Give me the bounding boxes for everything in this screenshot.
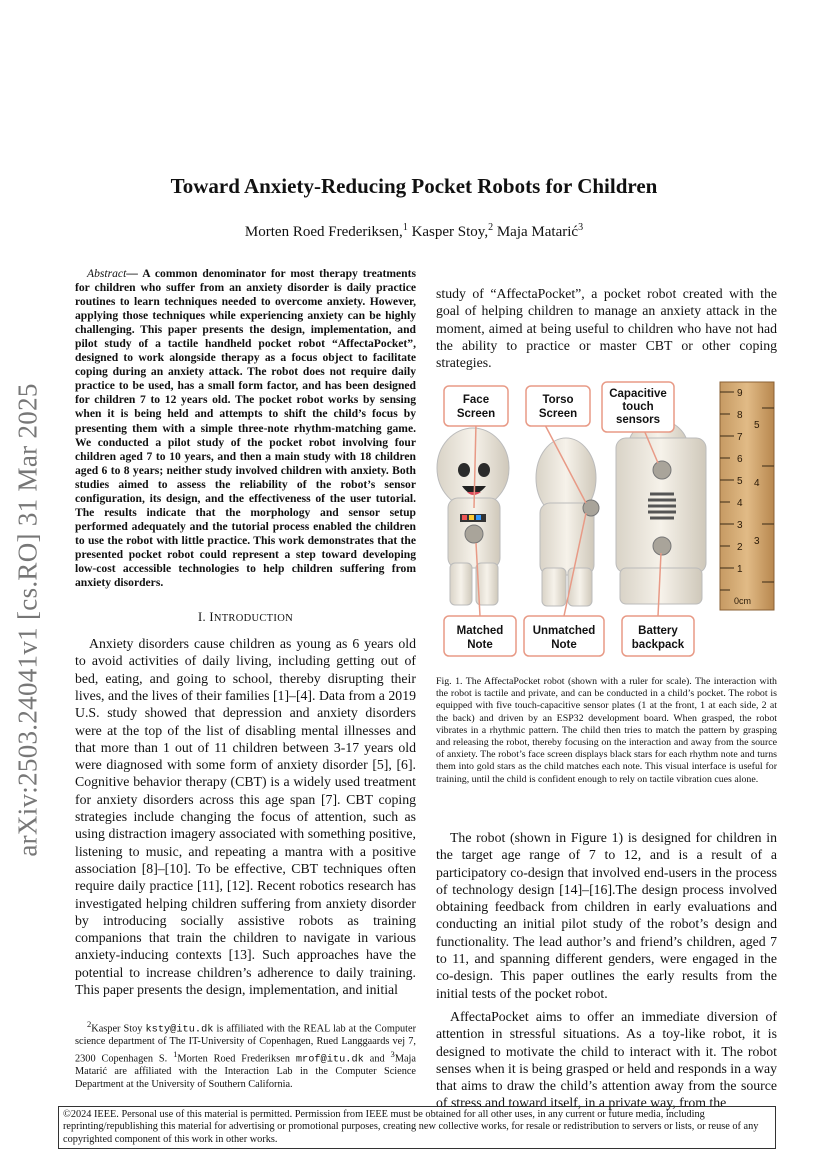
author-footnote: $^2$Kasper Stoy ksty@itu.dk is affiliated with the REAL lab at the Computer science department of The IT-University of Copenhagen, Rued Langgaards vej 7, 2300 Copenhagen S. $^1$Morten Roed Frederiksen mrof@itu.dk and $^3$Maja Matarić are affiliated with the Interaction Lab in the Computer Science Department at the University of Southern California. bbox=[75, 1019, 416, 1090]
figure-caption: Fig. 1. The AffectaPocket robot (shown with a ruler for scale). The interaction with the robot is tactile and private, and can be conducted in a child’s pocket. The robot is equipped with five touch-capacitive sensor plates (1 at the front, 1 at each side, 2 at the back) and driven by an ESP32 development board. When grasped, the robot vibrates in a rhythmic pattern. The child then tries to match the pattern by grasping and releasing the robot, thereby focusing on the interaction and away from the source of anxiety. The robot’s face screen displays black stars for each rhythm note and turns them into gold stars as the child matches each note. This visual interface is useful for training, until the child is confident enough to rely on tactile vibration cues alone. bbox=[436, 676, 777, 785]
label-unmatched-2: Note bbox=[551, 639, 577, 651]
ruler-cm-8: 8 bbox=[737, 410, 743, 421]
section-heading-introduction: I. INTRODUCTION bbox=[198, 610, 293, 625]
ruler-in-3: 3 bbox=[754, 536, 760, 547]
ruler-cm-0: 0cm bbox=[734, 596, 752, 606]
right-column-body bbox=[436, 829, 777, 1112]
label-matched-2: Note bbox=[467, 639, 493, 651]
right-paragraph-1: The robot (shown in Figure 1) is designed for children in the target age range of 7 to 12, and is a result of a participatory co-design that involved end-users in the process of technology design [14]–[16].The design process involved obtaining feedback from children in early evaluations and conducting an initial pilot study of the robot’s design and functionality. The lead author’s and friend’s children, aged 7 to 11, and spanning different genders, were engaged in the co-design. This paper outlines the early results from the initial tests of the pocket robot. bbox=[436, 830, 777, 1001]
ruler bbox=[720, 382, 774, 610]
robot-back bbox=[616, 420, 706, 604]
author-2: Kasper Stoy,$^2$ bbox=[411, 222, 494, 240]
right-paragraph-2: AffectaPocket aims to offer an immediate diversion of attention in stressful situations. As a toy-like robot, it is designed to motivate the child to interact with it. The robot senses when it is being grasped or held and responds in a way that aims to draw the child’s attention away from the source of stress and toward itself, in a private way, from the bbox=[436, 1008, 778, 1111]
ruler-cm-3: 3 bbox=[737, 520, 743, 531]
label-torso-2: Screen bbox=[538, 408, 578, 420]
copyright-notice: ©2024 IEEE. Personal use of this material is permitted. Permission from IEEE must be obtained for all other uses, in any current or future media, including reprinting/republishing this material for advertising or promotional purposes, creating new collective works, for resale or redistribution to servers or lists, or reuse of any copyrighted component of this work in other works. bbox=[58, 1106, 776, 1149]
robot-side bbox=[536, 438, 599, 606]
arxiv-id: arXiv:2503.24041v1 [cs.RO] 31 Mar 2025 bbox=[12, 383, 43, 857]
arxiv-watermark bbox=[8, 360, 48, 880]
abstract-label: Abstract bbox=[87, 267, 127, 280]
left-column bbox=[75, 267, 416, 998]
label-matched-1: Matched bbox=[456, 625, 504, 637]
ruler-cm-9: 9 bbox=[737, 388, 743, 399]
label-face-2: Screen bbox=[456, 408, 496, 420]
ruler-cm-4: 4 bbox=[737, 498, 743, 509]
ruler-cm-5: 5 bbox=[737, 476, 743, 487]
label-cap-3: sensors bbox=[615, 414, 661, 426]
robot-photo bbox=[436, 378, 777, 660]
ruler-in-4: 4 bbox=[754, 478, 760, 489]
label-battery-1: Battery bbox=[638, 625, 678, 637]
label-face-1: Face bbox=[462, 394, 490, 406]
email-morten: mrof@itu.dk bbox=[295, 1053, 364, 1066]
label-torso-1: Torso bbox=[542, 394, 574, 406]
label-cap-1: Capacitive bbox=[609, 388, 667, 400]
author-list bbox=[0, 222, 828, 241]
author-3: Maja Matarić$^3$ bbox=[496, 222, 584, 240]
label-cap-2: touch bbox=[622, 401, 654, 413]
figure-1 bbox=[436, 378, 777, 660]
ruler-cm-1: 1 bbox=[737, 564, 743, 575]
paper-title: Toward Anxiety-Reducing Pocket Robots for Children bbox=[170, 174, 658, 198]
ruler-in-5: 5 bbox=[754, 420, 760, 431]
ruler-cm-6: 6 bbox=[737, 454, 743, 465]
right-column-top bbox=[436, 285, 777, 371]
robot-front bbox=[437, 428, 509, 605]
ruler-cm-7: 7 bbox=[737, 432, 743, 443]
label-unmatched-1: Unmatched bbox=[532, 625, 596, 637]
author-1: Morten Roed Frederiksen,$^1$ bbox=[244, 222, 408, 240]
intro-paragraph: Anxiety disorders cause children as young as 6 years old to avoid activities of daily living, including getting out of bed, eating, and going to school, thereby disrupting their lives, and the lives of their families [1]–[4]. Data from a 2019 U.S. study showed that depression and anxiety disorders were at the top of the list of disabling mental illnesses and that more than 1 out of 11 children between 3-17 years old were diagnosed with some form of anxiety disorder [5], [6]. Cognitive behavior therapy (CBT) is a widely used treatment for anxiety disorders across this age span [7]. CBT coping strategies include changing the focus of attention, such as using distraction imagery associated with something positive, listening to music, and repeating a mantra with a positive association [8]–[10]. To be effective, CBT techniques often require daily practice [11], [12]. Recent robotics research has investigated helping children suffering from anxiety disorder by introducing socially assistive robots as training companions that train the children to navigate in various anxiety-inducing contexts [13]. Such approaches have the potential to increase children’s adherence to daily training. This paper presents the design, implementation, and initial bbox=[75, 636, 416, 998]
email-kasper: ksty@itu.dk bbox=[145, 1023, 214, 1036]
label-battery-2: backpack bbox=[631, 639, 685, 651]
abstract bbox=[75, 267, 416, 590]
abstract-text: — A common denominator for most therapy treatments for children who suffer from an anxiety disorder is daily practice routines to learn techniques needed to overcome anxiety. However, applying those techniques while experiencing anxiety can be highly challenging. This paper presents the design, implementation, and pilot study of a tactile handheld pocket robot “AffectaPocket”, designed to work alongside therapy as a focus object to facilitate coping during an anxiety attack. The robot does not require daily practice to be used, has a small form factor, and has been designed for children 7 to 12 years old. The pocket robot works by sensing when it is being held and attempts to shift the child’s focus by presenting them with a simple three-note rhythm-matching game. We conducted a pilot study of the pocket robot involving four children aged 7 to 10 years, and then a main study with 18 children aged 6 to 8 years; neither study involved children with anxiety. Both studies aimed to assess the reliability of the robot’s sensor configuration, its design, and the effectiveness of the user tutorial. The results indicate that the morphology and sensor setup performed adequately and the tutorial process enabled the children to use the robot with little practice. This work demonstrates that the presented pocket robot could represent a step toward developing low-cost accessible technologies to help children suffering from anxiety disorders. bbox=[75, 267, 416, 590]
ruler-cm-2: 2 bbox=[737, 542, 743, 553]
right-top-paragraph: study of “AffectaPocket”, a pocket robot created with the goal of helping children to manage an anxiety attack in the moment, aimed at being useful to children who have not had the ability to practice or master CBT or other coping strategies. bbox=[436, 286, 777, 371]
